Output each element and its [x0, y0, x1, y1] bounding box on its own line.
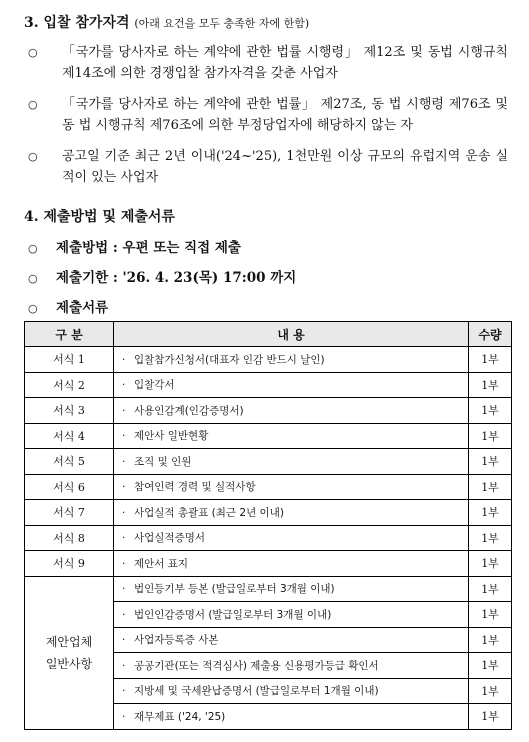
submission-documents: [28, 296, 108, 316]
section-4-title: 4. 제출방법 및 제출서류: [24, 209, 175, 225]
eligibility-text-2: 「국가를 당사자로 하는 계약에 관한 법률」 제27조, 동 법 시행령 제76조 및 동 법 시행규칙 제76조에 의한 부정당업자에 해당하지 않는 자: [62, 97, 508, 133]
form-cell: 서식 1: [25, 347, 114, 373]
submission-method-text: 제출방법 : 우편 또는 직접 제출: [56, 240, 241, 256]
form-cell: 서식 3: [25, 398, 114, 424]
content-cell: · 법인인감증명서 (발급일로부터 3개월 이내): [114, 602, 469, 628]
documents-table: [24, 321, 512, 730]
form-cell: 서식 8: [25, 525, 114, 551]
circle-bullet-icon: ○: [28, 272, 38, 285]
group-label-cell: [25, 576, 114, 729]
quantity-cell: 1부: [469, 678, 512, 704]
eligibility-item-3: [28, 146, 508, 188]
submission-method: [28, 236, 241, 256]
circle-bullet-icon: ○: [28, 242, 38, 255]
form-cell: 서식 9: [25, 551, 114, 577]
quantity-cell: 1부: [469, 372, 512, 398]
quantity-cell: 1부: [469, 525, 512, 551]
table-row: [25, 423, 512, 449]
section-3-title: [24, 12, 309, 32]
circle-bullet-icon: ○: [28, 46, 38, 59]
circle-bullet-icon: ○: [28, 98, 38, 111]
content-cell: · 입찰각서: [114, 372, 469, 398]
content-cell: · 지방세 및 국세완납증명서 (발급일로부터 1개월 이내): [114, 678, 469, 704]
content-cell: · 제안서 표지: [114, 551, 469, 577]
header-content: 내 용: [114, 322, 469, 347]
table-row: [25, 551, 512, 577]
eligibility-item-1: [28, 42, 508, 84]
table-row: [25, 347, 512, 373]
content-cell: · 입찰참가신청서(대표자 인감 반드시 날인): [114, 347, 469, 373]
quantity-cell: 1부: [469, 653, 512, 679]
content-cell: · 제안사 일반현황: [114, 423, 469, 449]
content-cell: · 참여인력 경력 및 실적사항: [114, 474, 469, 500]
circle-bullet-icon: ○: [28, 302, 38, 315]
header-category: 구 분: [25, 322, 114, 347]
quantity-cell: 1부: [469, 602, 512, 628]
quantity-cell: 1부: [469, 347, 512, 373]
quantity-cell: 1부: [469, 576, 512, 602]
table-row: [25, 474, 512, 500]
content-cell: · 법인등기부 등본 (발급일로부터 3개월 이내): [114, 576, 469, 602]
section-3-note: (아래 요건을 모두 충족한 자에 한함): [134, 17, 310, 30]
group-label-line-2: 일반사항: [45, 656, 93, 671]
table-row: [25, 576, 512, 602]
table-row: [25, 398, 512, 424]
table-row: [25, 525, 512, 551]
quantity-cell: 1부: [469, 500, 512, 526]
form-cell: 서식 6: [25, 474, 114, 500]
form-cell: 서식 2: [25, 372, 114, 398]
submission-documents-text: 제출서류: [56, 300, 109, 316]
content-cell: · 사업자등록증 사본: [114, 627, 469, 653]
circle-bullet-icon: ○: [28, 150, 38, 163]
quantity-cell: 1부: [469, 423, 512, 449]
header-quantity: 수량: [469, 322, 512, 347]
submission-deadline-text: 제출기한 : '26. 4. 23(목) 17:00 까지: [56, 270, 297, 286]
eligibility-text-1: 「국가를 당사자로 하는 계약에 관한 법률 시행령」 제12조 및 동법 시행규칙 제14조에 의한 경쟁입찰 참가자격을 갖춘 사업자: [62, 45, 508, 81]
quantity-cell: 1부: [469, 551, 512, 577]
submission-deadline: [28, 266, 296, 286]
quantity-cell: 1부: [469, 704, 512, 730]
quantity-cell: 1부: [469, 449, 512, 475]
quantity-cell: 1부: [469, 398, 512, 424]
content-cell: · 사용인감계(인감증명서): [114, 398, 469, 424]
table-header-row: [25, 322, 512, 347]
form-cell: 서식 5: [25, 449, 114, 475]
table-row: [25, 372, 512, 398]
content-cell: · 조직 및 인원: [114, 449, 469, 475]
form-cell: 서식 4: [25, 423, 114, 449]
group-label-line-1: 제안업체: [45, 634, 93, 649]
quantity-cell: 1부: [469, 627, 512, 653]
table-row: [25, 500, 512, 526]
eligibility-text-3: 공고일 기준 최근 2년 이내('24~'25), 1천만원 이상 규모의 유럽지역 운송 실적이 있는 사업자: [62, 149, 508, 185]
eligibility-item-2: [28, 94, 508, 136]
content-cell: · 사업실적 총괄표 (최근 2년 이내): [114, 500, 469, 526]
content-cell: · 사업실적증명서: [114, 525, 469, 551]
quantity-cell: 1부: [469, 474, 512, 500]
section-3-title-text: 3. 입찰 참가자격: [24, 15, 130, 31]
content-cell: · 공공기관(또는 적격심사) 제출용 신용평가등급 확인서: [114, 653, 469, 679]
form-cell: 서식 7: [25, 500, 114, 526]
content-cell: · 재무제표 ('24, '25): [114, 704, 469, 730]
table-row: [25, 449, 512, 475]
